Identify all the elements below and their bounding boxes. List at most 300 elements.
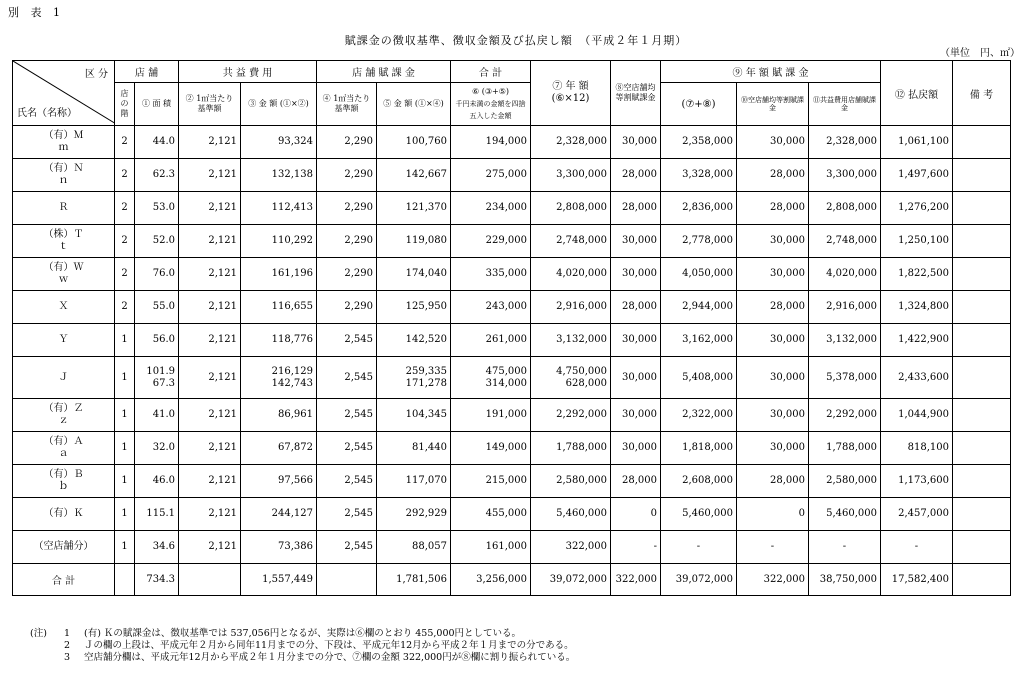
cell-value: 30,000 (770, 442, 805, 453)
cell-floor (115, 225, 135, 258)
header-kyoeki-kingaku: ③ 金 額 (①×②) (241, 83, 317, 126)
cell-value: 2,328,000 (826, 136, 877, 147)
header-kyoeki-kijun: ② 1㎡当たり基準額 (179, 83, 241, 126)
cell-value: 2,121 (208, 371, 237, 383)
header-fuka-kijun: ④ 1㎡当たり基準額 (317, 83, 377, 126)
table-row (13, 399, 1011, 432)
cell-value: 1 (121, 541, 128, 552)
cell-gokei (451, 498, 531, 531)
cell-area (135, 159, 179, 192)
cell-value: 2,290 (344, 169, 373, 180)
cell-value: 2,433,600 (898, 371, 949, 383)
cell-nengaku-fuka (661, 159, 737, 192)
cell-value: 30,000 (770, 235, 805, 246)
cell-value: 292,929 (405, 508, 447, 519)
cell-value: - (770, 541, 775, 552)
cell-floor (115, 258, 135, 291)
table-row (13, 225, 1011, 258)
cell-biko (953, 225, 1011, 258)
cell-value: 818,100 (907, 442, 949, 453)
cell-value: 215,000 (485, 475, 527, 486)
cell-value: 132,138 (271, 169, 313, 180)
cell-fuka-kijun (317, 291, 377, 324)
cell-value: 3,328,000 (682, 169, 733, 180)
cell-nengaku (531, 192, 611, 225)
cell-kyoeki-kingaku (241, 258, 317, 291)
cell-value: 2 (121, 202, 128, 213)
row-name: （有）Ｎ (43, 163, 84, 174)
cell-nengaku-fuka (661, 324, 737, 357)
header-nengaku-fuka: ⑨ 年 額 賦 課 金 (661, 61, 881, 83)
cell-area (135, 465, 179, 498)
header-col10: ⑩空店舗均等割賦課金 (737, 83, 809, 126)
cell-nengaku-fuka (661, 258, 737, 291)
cell-fuka-kijun (317, 465, 377, 498)
cell-value: 2,778,000 (682, 235, 733, 246)
cell-gokei (451, 357, 531, 399)
cell-value: 142,520 (405, 334, 447, 345)
cell-value: 1,497,600 (898, 169, 949, 180)
cell-value: 2 (121, 136, 128, 147)
cell-value: 2,608,000 (682, 475, 733, 486)
header-nengaku (531, 61, 611, 126)
cell-value: 2,545 (344, 334, 373, 345)
cell-value: 2,121 (208, 268, 237, 279)
cell-c10 (737, 432, 809, 465)
cell-value: 2,916,000 (826, 301, 877, 312)
total-floor (115, 564, 135, 596)
cell-value: 110,292 (271, 235, 313, 246)
cell-value: 30,000 (622, 235, 657, 246)
cell-area (135, 258, 179, 291)
total-fuka-kingaku: 1,781,506 (377, 564, 451, 596)
cell-gokei (451, 399, 531, 432)
cell-value: 1,422,900 (898, 334, 949, 345)
cell-c11 (809, 399, 881, 432)
cell-value: 1,061,100 (898, 136, 949, 147)
cell-harai (881, 531, 953, 564)
cell-value: 1,044,900 (898, 409, 949, 420)
cell-c11 (809, 324, 881, 357)
cell-value: 3,300,000 (556, 169, 607, 180)
row-name-cell (13, 399, 115, 432)
cell-nengaku-fuka (661, 399, 737, 432)
cell-value: 81,440 (412, 442, 447, 453)
total-kyoeki-kijun (179, 564, 241, 596)
table-row (13, 531, 1011, 564)
page-title: 賦課金の徴収基準、徴収金額及び払戻し額 （平成２年１月期） (344, 34, 688, 47)
cell-value: 112,413 (271, 202, 313, 213)
cell-fuka-kingaku (377, 357, 451, 399)
cell-kyoeki-kijun (179, 126, 241, 159)
cell-value: 3,132,000 (556, 334, 607, 345)
cell-value: 73,386 (278, 541, 313, 552)
cell-kyoeki-kingaku (241, 126, 317, 159)
cell-value: 149,000 (485, 442, 527, 453)
cell-value: 2,580,000 (826, 475, 877, 486)
cell-value: 30,000 (622, 268, 657, 279)
cell-value: 86,961 (278, 409, 313, 420)
cell-area (135, 357, 179, 399)
cell-value: 2,121 (208, 409, 237, 420)
cell-value: 0 (798, 508, 805, 519)
cell-value: 1,276,200 (898, 202, 949, 213)
total-label: 合 計 (13, 564, 115, 596)
cell-c10 (737, 258, 809, 291)
cell-value: 2,328,000 (556, 136, 607, 147)
cell-kyoeki-kijun (179, 465, 241, 498)
total-harai: 17,582,400 (881, 564, 953, 596)
cell-c10 (737, 465, 809, 498)
cell-value: - (696, 541, 701, 552)
cell-value: 191,000 (485, 409, 527, 420)
cell-c11 (809, 531, 881, 564)
cell-c11 (809, 258, 881, 291)
cell-biko (953, 324, 1011, 357)
cell-value: 4,750,000 (556, 365, 607, 377)
row-name: （株）Ｔ (43, 229, 84, 240)
header-gokei-formula: ⑥ (③+⑤) (471, 87, 509, 97)
cell-value: 2,121 (208, 169, 237, 180)
cell-value: 0 (650, 508, 657, 519)
cell-biko (953, 357, 1011, 399)
cell-area (135, 399, 179, 432)
cell-value: 5,408,000 (682, 371, 733, 383)
cell-kyoeki-kijun (179, 498, 241, 531)
notes-label: (注) (30, 628, 47, 639)
row-name: （有）Ａ (43, 436, 84, 447)
row-name-sub: ｗ (58, 274, 69, 285)
total-c10: 322,000 (737, 564, 809, 596)
cell-akitenpo (611, 258, 661, 291)
cell-value: 2,808,000 (826, 202, 877, 213)
header-gokei: 合 計 (451, 61, 531, 83)
row-name-cell (13, 357, 115, 399)
cell-kyoeki-kijun (179, 399, 241, 432)
cell-value: 1,250,100 (898, 235, 949, 246)
cell-value: 28,000 (622, 301, 657, 312)
cell-fuka-kijun (317, 192, 377, 225)
cell-kyoeki-kijun (179, 225, 241, 258)
cell-kyoeki-kingaku (241, 159, 317, 192)
table-row (13, 126, 1011, 159)
table-row (13, 465, 1011, 498)
cell-value: 2,290 (344, 301, 373, 312)
cell-biko (953, 126, 1011, 159)
cell-harai (881, 399, 953, 432)
cell-nengaku (531, 126, 611, 159)
cell-value: 30,000 (622, 442, 657, 453)
cell-value-lower: 314,000 (485, 377, 527, 389)
cell-nengaku (531, 291, 611, 324)
cell-value: 2,748,000 (556, 235, 607, 246)
cell-value: 2,292,000 (826, 409, 877, 420)
note-num: 3 (64, 652, 71, 663)
cell-value: 76.0 (152, 268, 175, 279)
cell-value: 56.0 (152, 334, 175, 345)
cell-fuka-kingaku (377, 432, 451, 465)
cell-gokei (451, 126, 531, 159)
cell-value-lower: 67.3 (152, 377, 175, 389)
cell-nengaku (531, 498, 611, 531)
doc-label: 別 表 1 (8, 6, 64, 19)
cell-biko (953, 159, 1011, 192)
cell-value: 2,322,000 (682, 409, 733, 420)
cell-fuka-kijun (317, 324, 377, 357)
cell-nengaku (531, 465, 611, 498)
cell-akitenpo (611, 225, 661, 258)
cell-value: 1,173,600 (898, 475, 949, 486)
header-menseki: ① 面 積 (135, 83, 179, 126)
header-kyoeki: 共 益 費 用 (179, 61, 317, 83)
cell-value: 1 (121, 409, 128, 420)
note-text: Ｊの欄の上段は、平成元年２月から同年11月までの分、下段は、平成元年12月から平成２年１月までの分である。 (84, 640, 574, 651)
cell-biko (953, 531, 1011, 564)
fee-table (12, 60, 1011, 596)
cell-akitenpo (611, 192, 661, 225)
row-name: Ｒ (58, 202, 69, 213)
cell-value: 44.0 (152, 136, 175, 147)
cell-gokei (451, 192, 531, 225)
cell-kyoeki-kingaku (241, 192, 317, 225)
total-nengaku: 39,072,000 (531, 564, 611, 596)
total-nengaku-fuka: 39,072,000 (661, 564, 737, 596)
note-2 (30, 640, 575, 652)
table-row (13, 159, 1011, 192)
note-text: (有) Ｋの賦課金は、徴収基準では 537,056円となるが、実際は⑥欄のとおり 455,000円としている。 (84, 628, 522, 639)
cell-value: 2,292,000 (556, 409, 607, 420)
cell-value: 30,000 (770, 409, 805, 420)
cell-value: 1,822,500 (898, 268, 949, 279)
cell-value: 101.9 (146, 365, 175, 377)
cell-c10 (737, 531, 809, 564)
table-row (13, 324, 1011, 357)
cell-value-lower: 171,278 (405, 377, 447, 389)
cell-floor (115, 498, 135, 531)
cell-fuka-kingaku (377, 291, 451, 324)
cell-kyoeki-kijun (179, 192, 241, 225)
cell-value: 2,290 (344, 268, 373, 279)
cell-c10 (737, 126, 809, 159)
cell-kyoeki-kingaku (241, 531, 317, 564)
cell-nengaku (531, 324, 611, 357)
table-row (13, 258, 1011, 291)
cell-value: 2 (121, 268, 128, 279)
row-name-sub: ｍ (58, 142, 69, 153)
cell-value: 1 (121, 508, 128, 519)
cell-kyoeki-kingaku (241, 399, 317, 432)
header-fuka: 店 舗 賦 課 金 (317, 61, 451, 83)
cell-nengaku (531, 399, 611, 432)
cell-value: 53.0 (152, 202, 175, 213)
cell-value: 30,000 (622, 334, 657, 345)
cell-akitenpo (611, 432, 661, 465)
cell-fuka-kingaku (377, 159, 451, 192)
cell-biko (953, 291, 1011, 324)
cell-nengaku-fuka (661, 465, 737, 498)
header-gokei-note: 千円未満の金額を四捨五入した金額 (455, 100, 526, 121)
cell-value-lower: 628,000 (565, 377, 607, 389)
table-row (13, 498, 1011, 531)
cell-nengaku (531, 432, 611, 465)
cell-value: 2,358,000 (682, 136, 733, 147)
cell-value: 2 (121, 235, 128, 246)
cell-value: 2,121 (208, 475, 237, 486)
cell-area (135, 432, 179, 465)
cell-value: 46.0 (152, 475, 175, 486)
cell-kyoeki-kingaku (241, 498, 317, 531)
cell-value: 5,378,000 (826, 371, 877, 383)
cell-gokei (451, 531, 531, 564)
row-name-cell (13, 258, 115, 291)
header-biko: 備 考 (953, 61, 1011, 126)
cell-value: 455,000 (485, 508, 527, 519)
row-name: Ｊ (58, 371, 69, 383)
cell-fuka-kingaku (377, 531, 451, 564)
cell-harai (881, 432, 953, 465)
cell-harai (881, 357, 953, 399)
cell-value: 194,000 (485, 136, 527, 147)
note-3 (30, 652, 575, 664)
table-row (13, 432, 1011, 465)
cell-value: 1 (121, 334, 128, 345)
cell-value: 1 (121, 371, 128, 383)
cell-nengaku-fuka (661, 291, 737, 324)
cell-nengaku-fuka (661, 531, 737, 564)
cell-value: 119,080 (405, 235, 447, 246)
cell-value: 104,345 (405, 409, 447, 420)
cell-value: 1,788,000 (556, 442, 607, 453)
header-nengaku-formula: (⑥×12) (551, 93, 590, 104)
cell-value: 2,545 (344, 508, 373, 519)
header-haraimodoshi: ⑫ 払戻額 (881, 61, 953, 126)
cell-value: 32.0 (152, 442, 175, 453)
cell-kyoeki-kijun (179, 291, 241, 324)
cell-area (135, 291, 179, 324)
cell-kyoeki-kijun (179, 258, 241, 291)
row-name-sub: ｎ (58, 175, 69, 186)
unit-label: （単位 円、㎡） (940, 48, 1020, 59)
row-name-cell (13, 225, 115, 258)
total-c11: 38,750,000 (809, 564, 881, 596)
cell-gokei (451, 258, 531, 291)
header-shimei: 氏名（名称） (17, 108, 77, 119)
cell-value: 2,457,000 (898, 508, 949, 519)
cell-value: 28,000 (622, 169, 657, 180)
cell-value: 2,121 (208, 202, 237, 213)
cell-floor (115, 432, 135, 465)
cell-floor (115, 159, 135, 192)
cell-c11 (809, 498, 881, 531)
cell-area (135, 192, 179, 225)
cell-nengaku-fuka (661, 432, 737, 465)
row-name-cell (13, 126, 115, 159)
cell-harai (881, 192, 953, 225)
cell-fuka-kijun (317, 126, 377, 159)
total-gokei: 3,256,000 (451, 564, 531, 596)
cell-value: 4,050,000 (682, 268, 733, 279)
cell-floor (115, 324, 135, 357)
cell-value: 1,818,000 (682, 442, 733, 453)
cell-value: 118,776 (271, 334, 313, 345)
header-nengaku-label: ⑦ 年 額 (552, 81, 589, 92)
cell-value: 30,000 (622, 136, 657, 147)
cell-value: 28,000 (770, 169, 805, 180)
cell-value: 52.0 (152, 235, 175, 246)
row-name: （空店舗分） (33, 541, 94, 552)
cell-value: 2,121 (208, 235, 237, 246)
cell-value: 116,655 (271, 301, 313, 312)
cell-value: 28,000 (622, 202, 657, 213)
cell-value: 1,324,800 (898, 301, 949, 312)
cell-area (135, 126, 179, 159)
cell-value: 2,121 (208, 442, 237, 453)
cell-value: 161,000 (485, 541, 527, 552)
cell-c11 (809, 291, 881, 324)
cell-value: - (914, 541, 919, 552)
cell-value: 2,290 (344, 202, 373, 213)
cell-kyoeki-kijun (179, 324, 241, 357)
row-name-cell (13, 531, 115, 564)
cell-value: 3,300,000 (826, 169, 877, 180)
cell-gokei (451, 465, 531, 498)
table-row (13, 192, 1011, 225)
header-gokei-sub (451, 83, 531, 126)
cell-c10 (737, 291, 809, 324)
cell-value: 1 (121, 442, 128, 453)
row-name: （有）Ｗ (43, 262, 84, 273)
row-name: （有）Ｂ (43, 469, 84, 480)
cell-fuka-kijun (317, 432, 377, 465)
cell-biko (953, 498, 1011, 531)
header-tenpo-kai: 店の階 (115, 83, 135, 126)
cell-akitenpo (611, 498, 661, 531)
cell-area (135, 498, 179, 531)
cell-value: - (653, 541, 657, 552)
cell-value: 2 (121, 301, 128, 312)
row-name: Ｙ (58, 334, 69, 345)
cell-floor (115, 192, 135, 225)
cell-floor (115, 399, 135, 432)
cell-gokei (451, 324, 531, 357)
cell-value: 97,566 (278, 475, 313, 486)
cell-biko (953, 465, 1011, 498)
cell-area (135, 225, 179, 258)
cell-value: 174,040 (405, 268, 447, 279)
cell-value: 5,460,000 (556, 508, 607, 519)
cell-harai (881, 126, 953, 159)
note-num: 2 (64, 640, 71, 651)
cell-biko (953, 192, 1011, 225)
cell-harai (881, 291, 953, 324)
cell-kyoeki-kingaku (241, 357, 317, 399)
cell-akitenpo (611, 291, 661, 324)
cell-c10 (737, 225, 809, 258)
cell-value: 322,000 (565, 541, 607, 552)
cell-value: 161,196 (271, 268, 313, 279)
row-name-cell (13, 192, 115, 225)
cell-fuka-kingaku (377, 324, 451, 357)
row-name-sub: ｔ (58, 241, 69, 252)
cell-value: 2,290 (344, 136, 373, 147)
cell-value: - (842, 541, 847, 552)
cell-fuka-kingaku (377, 465, 451, 498)
cell-nengaku (531, 357, 611, 399)
cell-value: 1,788,000 (826, 442, 877, 453)
cell-nengaku-fuka (661, 498, 737, 531)
cell-akitenpo (611, 126, 661, 159)
cell-value: 243,000 (485, 301, 527, 312)
